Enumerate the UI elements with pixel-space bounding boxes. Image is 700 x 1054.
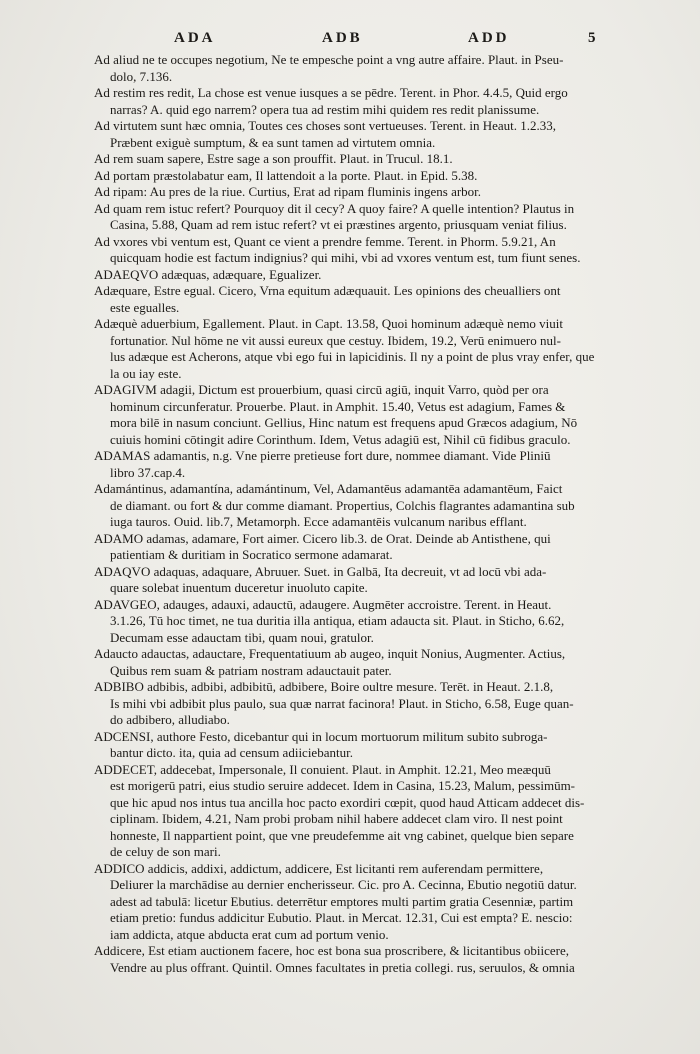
page-number: 5	[588, 30, 599, 46]
entry-first-line: Ad quam rem istuc refert? Pourquoy dit il cecy? A quoy faire? A quelle intention? Plautus in	[94, 200, 575, 216]
entry-continuation-line: cuiuis homini cōtingit adire Corinthum. Idem, Vetus adagiū est, Nihil cū fidibus graculo.	[110, 431, 571, 447]
entry-continuation-line: dolo, 7.136.	[110, 68, 173, 84]
entry-continuation-line: iam addicta, atque abducta erat cum ad portum venio.	[110, 926, 389, 942]
entry-first-line: Ad restim res redit, La chose est venue iusques a se pēdre. Terent. in Phor. 4.4.5, Quid ergo	[94, 85, 568, 100]
entry-first-line: Ad virtutem sunt hæc omnia, Toutes ces choses sont vertueuses. Terent. in Heaut. 1.2.33,	[94, 118, 557, 133]
entry-first-line: ADAMO adamas, adamare, Fort aimer. Cicero lib.3. de Orat. Deinde ab Antisthene, qui	[94, 530, 551, 546]
dictionary-entry	[94, 679, 624, 729]
entry-first-line: ADAMAS adamantis, n.g. Vne pierre pretieuse fort dure, nommee diamant. Vide Pliniū	[94, 448, 551, 463]
dictionary-entry	[94, 118, 624, 151]
entry-first-line: Ad vxores vbi ventum est, Quant ce vient a prendre femme. Terent. in Phorm. 5.9.21, An	[94, 233, 556, 249]
dictionary-entry	[94, 481, 624, 531]
entry-continuation-line: que hic apud nos intus tua ancilla hoc pacto exordiri cœpit, quod haud Atticam addecet dis-	[110, 794, 585, 810]
entry-continuation-line: lus adæque est Acherons, atque vbi ego fui in lapicidinis. Il ny a point de plus vray enfer, que	[110, 349, 595, 364]
dictionary-entry	[94, 184, 624, 201]
entry-first-line: ADAGIVM adagii, Dictum est prouerbium, quasi circū agiū, inquit Varro, quòd per ora	[94, 382, 549, 397]
dictionary-entry	[94, 382, 624, 448]
entry-continuation-line: quare solebat inuentum duceretur inuoluto capite.	[110, 580, 368, 595]
entry-first-line: Ad aliud ne te occupes negotium, Ne te empesche point a vng autre affaire. Plaut. in Pseu-	[94, 52, 564, 67]
dictionary-entry	[94, 168, 624, 185]
dictionary-entry	[94, 646, 624, 679]
dictionary-entry	[94, 52, 624, 85]
entry-continuation-line: est morigerū patri, eius studio seruire addecet. Idem in Casina, 15.23, Malum, pessimūm-	[110, 778, 576, 793]
entry-continuation-line: etiam pretio: fundus addicitur Eubutio. Plaut. in Mercat. 12.31, Cui est empta? E. nescio:	[110, 910, 573, 925]
entry-continuation-line: Deliurer la marchādise au dernier encherisseur. Cic. pro A. Cecinna, Ebutio negotiū datur.	[110, 877, 577, 892]
dictionary-entry	[94, 597, 624, 647]
dictionary-entry	[94, 564, 624, 597]
entry-continuation-line: bantur dicto. ita, quia ad censum adiiciebantur.	[110, 745, 353, 760]
entry-continuation-line: libro 37.cap.4.	[110, 464, 186, 480]
entry-first-line: ADDICO addicis, addixi, addictum, addicere, Est licitanti rem auferendam permittere,	[94, 860, 544, 876]
entry-first-line: Adæquare, Estre egual. Cicero, Vrna equitum adæquauit. Les opinions des cheualliers ont	[94, 283, 561, 298]
entry-first-line: Ad ripam: Au pres de la riue. Curtius, Erat ad ripam fluminis ingens arbor.	[94, 184, 482, 199]
entry-continuation-line: Decumam esse adauctam tibi, quam noui, gratulor.	[110, 629, 374, 645]
entry-continuation-line: la ou iay este.	[110, 365, 182, 381]
dictionary-entry	[94, 283, 624, 316]
entry-continuation-line: Præbent exiguè sumptum, & ea sunt tamen ad virtutem omnia.	[110, 134, 436, 150]
dictionary-entry	[94, 943, 624, 976]
entry-continuation-line: Casina, 5.88, Quam ad rem istuc refert? vt ei præstines argento, priusquam veniat filius.	[110, 217, 567, 232]
entry-continuation-line: Is mihi vbi adbibit plus paulo, sua quæ narrat facinora! Plaut. in Sticho, 6.58, Euge quan-	[110, 695, 574, 711]
entry-continuation-line: Vendre au plus offrant. Quintil. Omnes facultates in pretia collegi. rus, seruulos, & omnia	[110, 959, 575, 975]
header-right-guideword: ADD	[468, 30, 510, 46]
entry-continuation-line: ciplinam. Ibidem, 4.21, Nam probi probam nihil habere addecet clam viro. Il nest point	[110, 811, 563, 826]
dictionary-entry	[94, 531, 624, 564]
entry-first-line: Ad rem suam sapere, Estre sage a son prouffit. Plaut. in Trucul. 18.1.	[94, 151, 453, 166]
entry-continuation-line: do adbibero, alludiabo.	[110, 712, 230, 727]
dictionary-entry	[94, 762, 624, 861]
header-left-guideword: ADA	[174, 30, 216, 46]
entry-first-line: Addicere, Est etiam auctionem facere, hoc est bona sua proscribere, & licitantibus obiicere,	[94, 943, 570, 958]
entry-first-line: ADCENSI, authore Festo, dicebantur qui in locum mortuorum militum subito subroga-	[94, 728, 548, 744]
entry-continuation-line: fortunatior. Nul hōme ne vit aussi eureux que cestuy. Ibidem, 19.2, Verū enimuero nul-	[110, 332, 561, 348]
entry-first-line: ADAVGEO, adauges, adauxi, adauctū, adaugere. Augmēter accroistre. Terent. in Heaut.	[94, 596, 552, 612]
dictionary-entry	[94, 267, 624, 284]
dictionary-entries	[94, 52, 624, 976]
entry-first-line: Adaucto adauctas, adauctare, Frequentatiuum ab augeo, inquit Nonius, Augmenter. Actius,	[94, 646, 566, 661]
entry-continuation-line: adest ad tabulā: licetur Ebutius. deterrētur emptores multi partim gratia Cesenniæ, partim	[110, 893, 574, 909]
entry-continuation-line: mora bilē in nasum conciunt. Gellius, Hinc natum est frequens apud Græcos adagium, Nō	[110, 415, 578, 430]
entry-continuation-line: de diamant. ou fort & dur comme diamant. Propertius, Colchis flagrantes adamantina sub	[110, 497, 575, 513]
entry-first-line: Adæquè aduerbium, Egallement. Plaut. in Capt. 13.58, Quoi hominum adæquè nemo viuit	[94, 316, 564, 331]
header-center-guideword: ADB	[322, 30, 363, 46]
entry-continuation-line: este egualles.	[110, 299, 180, 315]
dictionary-entry	[94, 234, 624, 267]
dictionary-entry	[94, 201, 624, 234]
entry-continuation-line: iuga tauros. Ouid. lib.7, Metamorph. Ecce adamantēis vulcanum naribus efflant.	[110, 514, 527, 529]
entry-first-line: ADAEQVO adæquas, adæquare, Egualizer.	[94, 266, 322, 282]
dictionary-entry	[94, 729, 624, 762]
entry-first-line: ADBIBO adbibis, adbibi, adbibitū, adbibere, Boire oultre mesure. Terēt. in Heaut. 2.1.8,	[94, 679, 554, 694]
entry-continuation-line: 3.1.26, Tū hoc timet, ne tua duritia illa antiqua, etiam adaucta sit. Plaut. in Sticho, 6.62,	[110, 613, 565, 628]
entry-continuation-line: hominum circunferatur. Prouerbe. Plaut. in Amphit. 15.40, Vetus est adagium, Fames &	[110, 398, 566, 414]
dictionary-entry	[94, 861, 624, 944]
entry-continuation-line: honneste, Il nappartient point, que vne preudefemme ait vng cabinet, quelque bien separe	[110, 827, 574, 843]
dictionary-entry	[94, 316, 624, 382]
entry-continuation-line: narras? A. quid ego narrem? opera tua ad restim mihi quidem res redit planissume.	[110, 101, 540, 117]
entry-continuation-line: de celuy de son mari.	[110, 844, 221, 859]
entry-first-line: Ad portam præstolabatur eam, Il lattendoit a la porte. Plaut. in Epid. 5.38.	[94, 167, 478, 183]
entry-continuation-line: patientiam & duritiam in Socratico sermone adamarat.	[110, 547, 393, 562]
dictionary-entry	[94, 151, 624, 168]
entry-first-line: ADAQVO adaquas, adaquare, Abruuer. Suet. in Galbā, Ita decreuit, vt ad locū vbi ada-	[94, 563, 547, 579]
entry-continuation-line: Quibus rem suam & patriam nostram adauctauit pater.	[110, 662, 392, 678]
entry-first-line: ADDECET, addecebat, Impersonale, Il conuient. Plaut. in Amphit. 12.21, Meo meæquū	[94, 761, 551, 777]
dictionary-entry	[94, 448, 624, 481]
entry-continuation-line: quicquam hodie est factum indignius? qui mihi, vbi ad vxores ventum est, tum fiunt senes.	[110, 250, 581, 265]
entry-first-line: Adamántinus, adamantína, adamántinum, Vel, Adamantēus adamantēa adamantēum, Faict	[94, 481, 563, 496]
dictionary-entry	[94, 85, 624, 118]
